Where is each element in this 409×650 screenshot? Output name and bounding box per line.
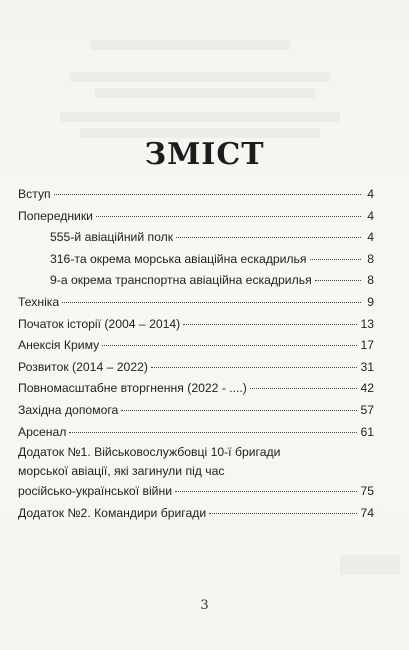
toc-entry-page: 75 — [360, 484, 374, 499]
toc-entry[interactable] — [18, 378, 374, 400]
toc-entry-title: Повномасштабне вторгнення (2022 - ....) — [18, 381, 247, 396]
toc-entry[interactable] — [18, 335, 374, 357]
toc-entry-page: 31 — [360, 359, 374, 374]
toc-entry-title: Арсенал — [18, 424, 67, 439]
toc-entry-title-line: Додаток №1. Військовослужбовці 10-ї бригади — [18, 445, 281, 460]
toc-entry-page: 4 — [367, 230, 374, 245]
toc-entry-title: Вступ — [18, 187, 51, 201]
toc-entry-page: 4 — [367, 208, 374, 223]
leader-dots — [62, 302, 361, 303]
show-through-text — [70, 72, 330, 82]
toc-entry-page: 8 — [367, 273, 374, 288]
toc-entry-page: 57 — [360, 402, 374, 417]
leader-dots — [96, 216, 361, 217]
toc-entry-page: 13 — [360, 316, 374, 331]
toc-entry-title-line: морської авіації, які загинули під час — [18, 464, 225, 479]
toc-entry-title: 316-та окрема морська авіаційна ескадрилья — [50, 251, 307, 266]
toc-entry-page: 42 — [360, 381, 374, 396]
toc-entry-page: 61 — [360, 424, 374, 439]
toc-entry-title: 9-а окрема транспортна авіаційна ескадрилья — [50, 273, 312, 288]
leader-dots — [121, 410, 357, 411]
show-through-text — [340, 555, 400, 575]
leader-dots — [315, 280, 361, 281]
leader-dots — [54, 194, 361, 195]
toc-entry[interactable] — [18, 292, 374, 314]
leader-dots — [209, 513, 357, 514]
toc-entry-multiline[interactable] — [18, 443, 374, 503]
show-through-text — [90, 40, 290, 50]
toc-entry-title: Розвиток (2014 – 2022) — [18, 359, 148, 374]
toc-subentry[interactable] — [18, 249, 374, 271]
toc-entry-title: Анексія Криму — [18, 338, 100, 353]
toc-entry-title: Техніка — [18, 294, 60, 309]
table-of-contents — [18, 184, 374, 524]
toc-entry[interactable] — [18, 314, 374, 336]
toc-subentry[interactable] — [18, 270, 374, 292]
leader-dots — [310, 259, 362, 260]
toc-entry-title: 555-й авіаційний полк — [50, 230, 174, 245]
toc-entry[interactable] — [18, 503, 374, 525]
toc-entry-page: 4 — [367, 187, 374, 201]
toc-entry[interactable] — [18, 184, 374, 206]
toc-entry-page: 8 — [367, 251, 374, 266]
show-through-text — [95, 88, 315, 98]
show-through-text — [60, 112, 340, 122]
toc-entry-title-line: російсько-української війни — [18, 484, 173, 499]
toc-entry[interactable] — [18, 400, 374, 422]
toc-subentry[interactable] — [18, 227, 374, 249]
toc-entry-page: 9 — [367, 294, 374, 309]
toc-entry-title: Початок історії (2004 – 2014) — [18, 316, 181, 331]
toc-entry-page: 74 — [360, 505, 374, 520]
toc-entry[interactable] — [18, 206, 374, 228]
leader-dots — [69, 432, 357, 433]
toc-entry-page: 17 — [360, 338, 374, 353]
leader-dots — [175, 491, 357, 492]
leader-dots — [183, 324, 357, 325]
toc-entry-title: Попередники — [18, 208, 93, 223]
page-number: 3 — [200, 598, 209, 613]
toc-entry[interactable] — [18, 422, 374, 444]
page-title: ЗМІСТ — [144, 137, 265, 172]
toc-entry[interactable] — [18, 357, 374, 379]
leader-dots — [102, 345, 357, 346]
toc-entry-title: Додаток №2. Командири бригади — [18, 505, 207, 520]
leader-dots — [250, 388, 358, 389]
toc-entry-title: Західна допомога — [18, 402, 119, 417]
leader-dots — [176, 237, 361, 238]
leader-dots — [151, 367, 357, 368]
